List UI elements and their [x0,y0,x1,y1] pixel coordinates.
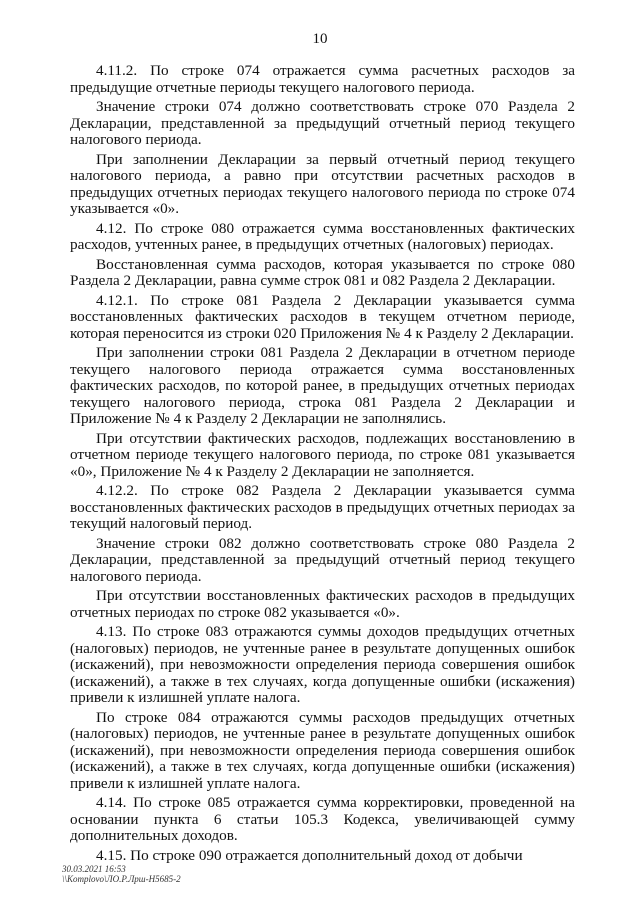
footer-file-path: \\Komplovo\ЛО.Р.Лрш-Н5685-2 [62,874,181,884]
paragraph: 4.11.2. По строке 074 отражается сумма расчетных расходов за предыдущие отчетные периоды текущего налогового периода. [70,62,575,96]
footer-timestamp: 30.03.2021 16:53 [62,864,126,874]
paragraph: 4.15. По строке 090 отражается дополнительный доход от добычи [96,846,523,864]
document-body [70,63,575,867]
document-footer [62,864,181,884]
paragraph: При отсутствии фактических расходов, подлежащих восстановлению в отчетном периоде текущего налогового периода, по строке 081 указывается «0», Приложение № 4 к Разделу 2 Декларации не заполняется. [70,429,575,480]
paragraph: 4.12.2. По строке 082 Раздела 2 Декларации указывается сумма восстановленных фактических расходов в предыдущих отчетных периодах за текущий налоговый период. [70,482,575,532]
paragraph: 4.14. По строке 085 отражается сумма корректировки, проведенной на основании пункта 6 статьи 105.3 Кодекса, увеличивающей сумму дополнительных доходов. [70,794,575,844]
paragraph: 4.12.1. По строке 081 Раздела 2 Декларации указывается сумма восстановленных фактических расходов в текущем отчетном периоде, которая переносится из строки 020 Приложения № 4 к Разделу 2 Декларации. [70,291,575,342]
paragraph: 4.12. По строке 080 отражается сумма восстановленных фактических расходов, учтенных ранее, в предыдущих отчетных (налоговых) периодах. [70,219,575,253]
paragraph: При отсутствии восстановленных фактических расходов в предыдущих отчетных периодах по строке 082 указывается «0». [70,587,575,621]
paragraph: При заполнении Декларации за первый отчетный период текущего налогового периода, а равно при отсутствии расчетных расходов в предыдущих отчетных периодах текущего налогового периода по строке 074 указывается «0». [70,150,575,217]
paragraph: Восстановленная сумма расходов, которая указывается по строке 080 Раздела 2 Декларации, равна сумме строк 081 и 082 Раздела 2 Декларации. [70,255,575,289]
page-number: 10 [312,31,328,47]
paragraph: При заполнении строки 081 Раздела 2 Декларации в отчетном периоде текущего налогового периода отражается сумма восстановленных фактических расходов, по которой ранее, в предыдущих отчетных периодах текущего налогового периода, строка 081 Раздела 2 Декларации и Приложение № 4 к Разделу 2 Декларации не заполнялись. [70,344,575,427]
paragraph: Значение строки 082 должно соответствовать строке 080 Раздела 2 Декларации, представленной за предыдущий отчетный период текущего налогового периода. [70,534,575,585]
paragraph: По строке 084 отражаются суммы расходов предыдущих отчетных (налоговых) периодов, не учтенные ранее в результате допущенных ошибок (искажений), при невозможности определения периода совершения ошибок (искажений), а также в тех случаях, когда допущенные ошибки (искажения) привели к излишней уплате налога. [70,708,575,792]
paragraph: Значение строки 074 должно соответствовать строке 070 Раздела 2 Декларации, представленной за предыдущий отчетный период текущего налогового периода. [70,98,575,148]
paragraph: 4.13. По строке 083 отражаются суммы доходов предыдущих отчетных (налоговых) периодов, не учтенные ранее в результате допущенных ошибок (искажений), при невозможности определения периода совершения ошибок (искажений), а также в тех случаях, когда допущенные ошибки (искажения) привели к излишней уплате налога. [70,623,575,706]
